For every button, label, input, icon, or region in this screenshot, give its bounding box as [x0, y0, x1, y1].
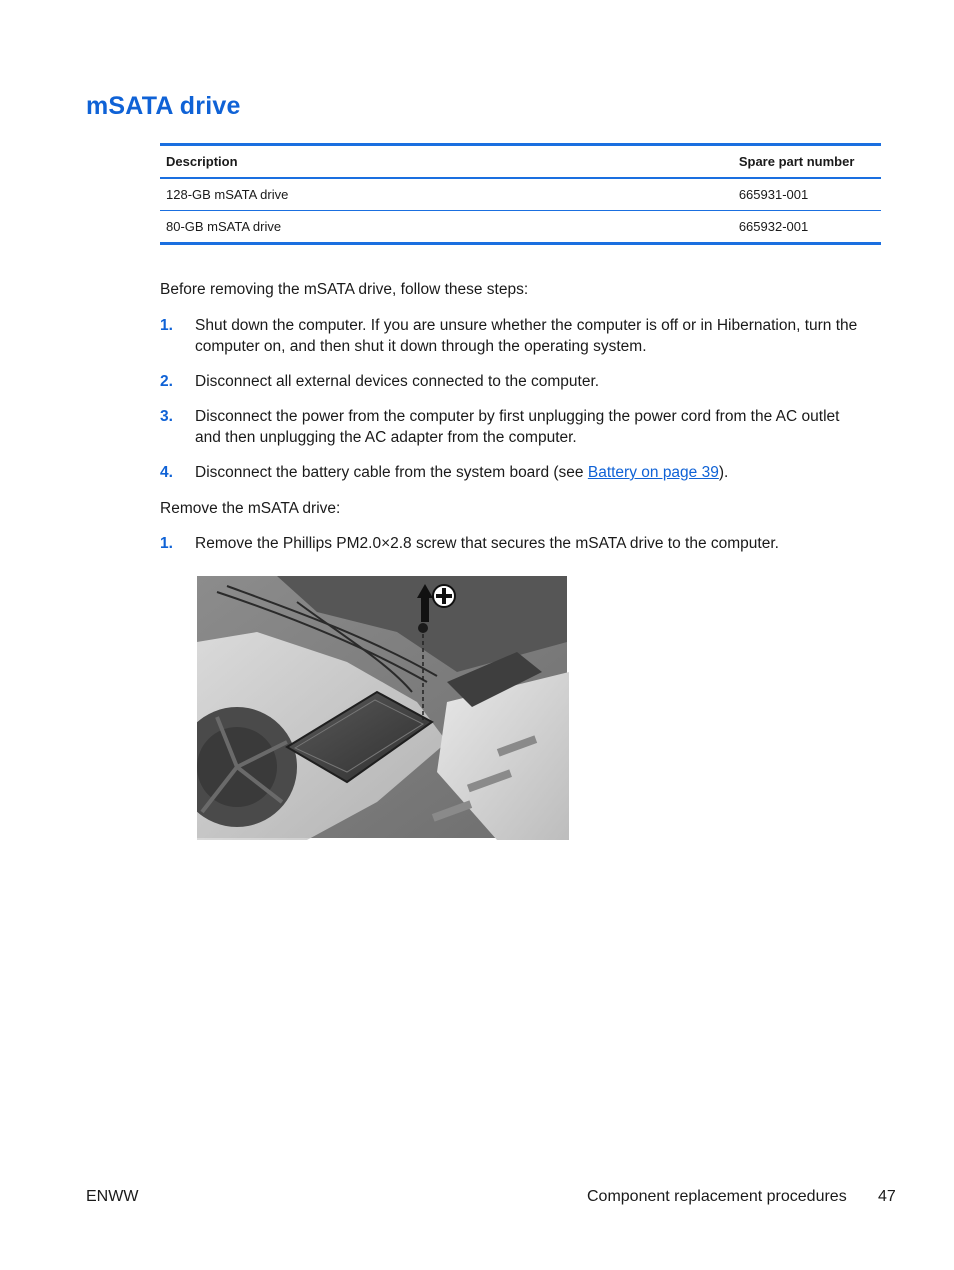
step-number: 1.	[160, 317, 173, 334]
spare-parts-table	[160, 143, 881, 245]
table-cell-part-number: 665931-001	[733, 178, 881, 211]
column-header-spare-part-number: Spare part number	[733, 145, 881, 179]
step-number: 3.	[160, 408, 173, 425]
footer-section-title: Component replacement procedures	[587, 1188, 847, 1205]
remove-step	[160, 533, 860, 555]
prep-step	[160, 406, 860, 450]
step-text	[195, 462, 860, 483]
phillips-screw-icon	[433, 585, 455, 607]
step-text-before: Disconnect the battery cable from the system board (see	[195, 464, 588, 481]
step-text: Shut down the computer. If you are unsure whether the computer is off or in Hibernation, turn the computer on, and then shut it down through the operating system.	[195, 317, 858, 355]
step-number: 4.	[160, 464, 173, 481]
step-text-after: ).	[718, 464, 729, 481]
step-text: Disconnect all external devices connected to the computer.	[195, 373, 600, 390]
table-cell-description: 80-GB mSATA drive	[166, 219, 282, 234]
intro-paragraph: Before removing the mSATA drive, follow these steps:	[160, 281, 529, 298]
page-title: mSATA drive	[86, 92, 241, 120]
footer-left-label: ENWW	[86, 1188, 139, 1205]
step-text: Disconnect the power from the computer by first unplugging the power cord from the AC outlet and then unplugging the AC adapter from the computer.	[195, 408, 840, 446]
table-row	[160, 211, 881, 244]
table-header-row	[160, 145, 881, 179]
prep-step	[160, 371, 860, 393]
msata-removal-illustration	[197, 572, 569, 840]
step-text: Remove the Phillips PM2.0×2.8 screw that secures the mSATA drive to the computer.	[195, 535, 779, 552]
column-header-description: Description	[160, 145, 733, 179]
remove-intro-paragraph: Remove the mSATA drive:	[160, 500, 341, 517]
prep-step	[160, 315, 860, 359]
table-row	[160, 178, 881, 211]
step-number: 1.	[160, 535, 173, 552]
table-cell-description: 128-GB mSATA drive	[160, 178, 733, 211]
table-cell-part-number: 665932-001	[738, 219, 809, 234]
screw-head	[418, 623, 428, 633]
footer-page-number: 47	[878, 1188, 896, 1205]
step-number: 2.	[160, 373, 173, 390]
battery-page-link[interactable]: Battery on page 39	[587, 464, 719, 481]
prep-step	[160, 462, 860, 484]
